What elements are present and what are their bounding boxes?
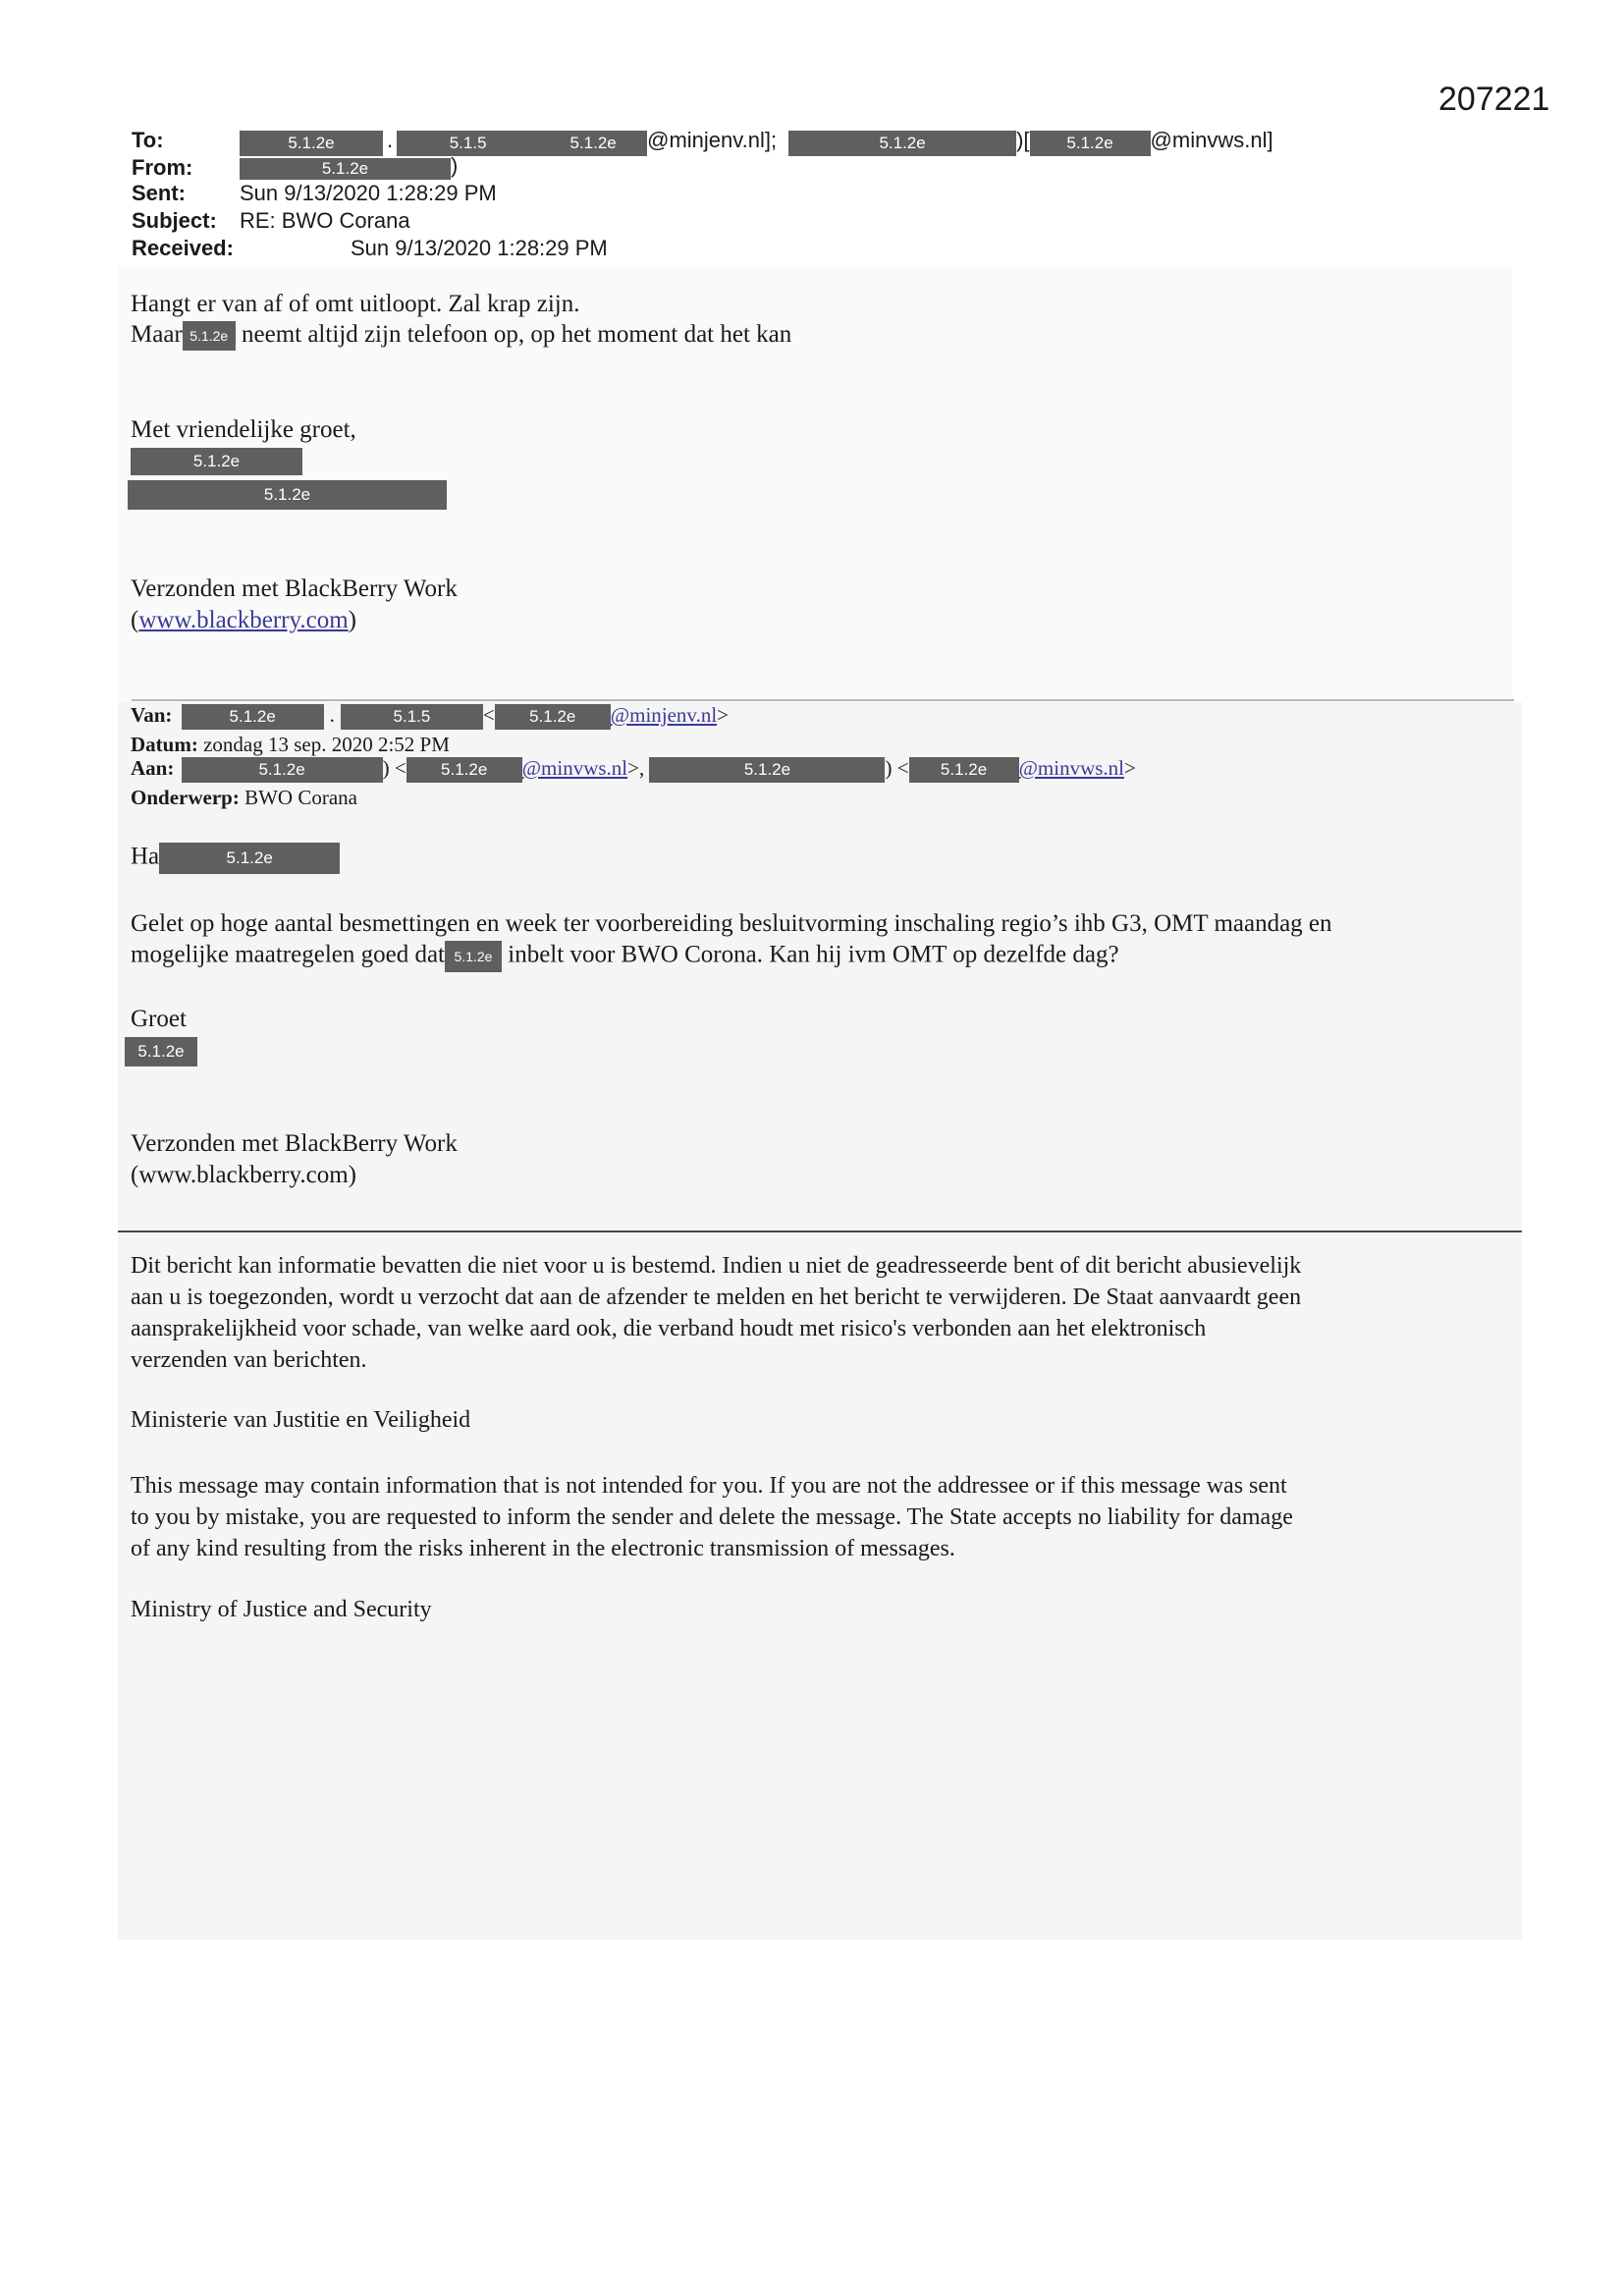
para-line-2 [131, 941, 1119, 972]
redaction-box: 5.1.2e [125, 1037, 197, 1066]
disclaimer-nl-line: verzenden van berichten. [131, 1347, 367, 1373]
redaction-box: 5.1.2e [539, 131, 647, 156]
aan-label: Aan: [131, 756, 175, 780]
disclaimer-en-ministry: Ministry of Justice and Security [131, 1597, 432, 1622]
subject-value: RE: BWO Corana [240, 208, 410, 233]
link-close: ) [348, 607, 356, 633]
closing: Groet [131, 1006, 187, 1032]
van-lt: < [482, 703, 495, 727]
datum-row [131, 733, 450, 757]
onderwerp-label: Onderwerp: [131, 786, 240, 809]
received-value: Sun 9/13/2020 1:28:29 PM [351, 236, 608, 260]
closing-signature [125, 1037, 197, 1066]
redaction-box: 5.1.2e [240, 158, 451, 180]
reply-line-2 [131, 321, 791, 351]
redaction-box: 5.1.2e [788, 131, 1016, 156]
aan-sep-1: ) < [382, 756, 406, 780]
redaction-box: 5.1.2e [182, 704, 324, 730]
redaction-box: 5.1.2e [182, 757, 383, 783]
van-sep: . [329, 703, 335, 727]
reply-separator [132, 699, 1514, 701]
document-number: 207221 [1438, 81, 1550, 118]
van-label: Van: [131, 703, 173, 727]
disclaimer-en [131, 1470, 1293, 1564]
blackberry-link[interactable]: www.blackberry.com [138, 607, 349, 633]
disclaimer-en-line: of any kind resulting from the risks inherent in the electronic transmission of messages. [131, 1536, 955, 1561]
datum-value: zondag 13 sep. 2020 2:52 PM [203, 733, 450, 756]
sent-label: Sent: [132, 181, 186, 205]
aan-row [131, 756, 1136, 783]
redaction-box: 5.1.2e [128, 480, 447, 510]
reply-sent-with: Verzonden met BlackBerry Work [131, 575, 458, 602]
disclaimer-nl-line: aansprakelijkheid voor schade, van welke aard ook, die verband houdt met risico's verbonden aan het elektronisch [131, 1316, 1207, 1341]
disclaimer-nl-ministry: Ministerie van Justitie en Veiligheid [131, 1407, 471, 1433]
link-open: ( [131, 607, 139, 633]
aan-gt: > [1124, 756, 1136, 780]
redaction-box: 5.1.2e [406, 757, 522, 783]
para-line-1: Gelet op hoge aantal besmettingen en week ter voorbereiding besluitvorming inschaling regio’s ihb G3, OMT maandag en [131, 910, 1332, 937]
received-label: Received: [132, 236, 234, 260]
reply-line-2-prefix: Maar [131, 321, 183, 348]
aan-sep-2: >, [627, 756, 645, 780]
disclaimer-nl-line: aan u is toegezonden, wordt u verzocht dat aan de afzender te melden en het bericht te verwijderen. De Staat aanvaardt geen [131, 1285, 1302, 1310]
redaction-box: 5.1.2e [495, 704, 611, 730]
to-sep-2: )[ [1016, 128, 1030, 152]
onderwerp-row [131, 786, 357, 810]
from-label: From: [132, 155, 193, 180]
aan-sep-3: ) < [885, 756, 909, 780]
original-sent-link: (www.blackberry.com) [131, 1162, 356, 1188]
redaction-box: 5.1.2e [649, 757, 885, 783]
redaction-box: 5.1.2e [445, 941, 502, 972]
redaction-box: 5.1.2e [909, 757, 1019, 783]
to-sep: . [387, 128, 394, 152]
redaction-box: 5.1.5 [341, 704, 483, 730]
redaction-box: 5.1.2e [131, 448, 302, 475]
reply-signature-name [131, 448, 302, 475]
datum-label: Datum: [131, 733, 198, 756]
from-close: ) [451, 153, 459, 178]
para-line-2-suffix: inbelt voor BWO Corona. Kan hij ivm OMT op dezelfde dag? [508, 941, 1119, 968]
disclaimer-en-line: This message may contain information that is not intended for you. If you are not the addressee or if this message was sent [131, 1473, 1287, 1499]
disclaimer-en-line: to you by mistake, you are requested to inform the sender and delete the message. The State accepts no liability for damage [131, 1504, 1293, 1530]
redaction-box: 5.1.5 [397, 131, 539, 156]
to-domain-2: @minvws.nl] [1150, 128, 1273, 152]
redaction-box: 5.1.2e [240, 131, 383, 156]
sent-value: Sun 9/13/2020 1:28:29 PM [240, 181, 497, 205]
to-label: To: [132, 128, 164, 152]
salutation-row [131, 843, 340, 874]
redaction-box: 5.1.2e [183, 321, 236, 351]
redaction-box: 5.1.2e [1030, 131, 1151, 156]
para-line-2-prefix: mogelijke maatregelen goed dat [131, 941, 446, 968]
header-to-row [132, 128, 164, 157]
reply-link-line [131, 607, 356, 634]
van-row [131, 703, 729, 730]
original-sent-with: Verzonden met BlackBerry Work [131, 1130, 458, 1157]
disclaimer-nl [131, 1250, 1301, 1376]
disclaimer-separator [118, 1230, 1522, 1232]
from-values [240, 153, 458, 180]
van-gt: > [717, 703, 729, 727]
salutation: Ha [131, 843, 160, 870]
reply-line-2-suffix: neemt altijd zijn telefoon op, op het moment dat het kan [242, 321, 792, 348]
subject-label: Subject: [132, 208, 217, 233]
header-to-values [240, 128, 1273, 156]
aan-domain-link-1[interactable]: @minvws.nl [521, 756, 628, 780]
to-domain-1: @minjenv.nl]; [647, 128, 778, 152]
onderwerp-value: BWO Corana [244, 786, 357, 809]
reply-greeting: Met vriendelijke groet, [131, 416, 356, 443]
reply-signature-title [128, 480, 447, 510]
disclaimer-nl-line: Dit bericht kan informatie bevatten die niet voor u is bestemd. Indien u niet de geadresseerde bent of dit bericht abusievelijk [131, 1253, 1302, 1279]
redaction-box: 5.1.2e [159, 843, 340, 874]
aan-domain-link-2[interactable]: @minvws.nl [1018, 756, 1124, 780]
reply-line-1: Hangt er van af of omt uitloopt. Zal krap zijn. [131, 291, 580, 317]
van-domain-link[interactable]: @minjenv.nl [610, 703, 718, 727]
